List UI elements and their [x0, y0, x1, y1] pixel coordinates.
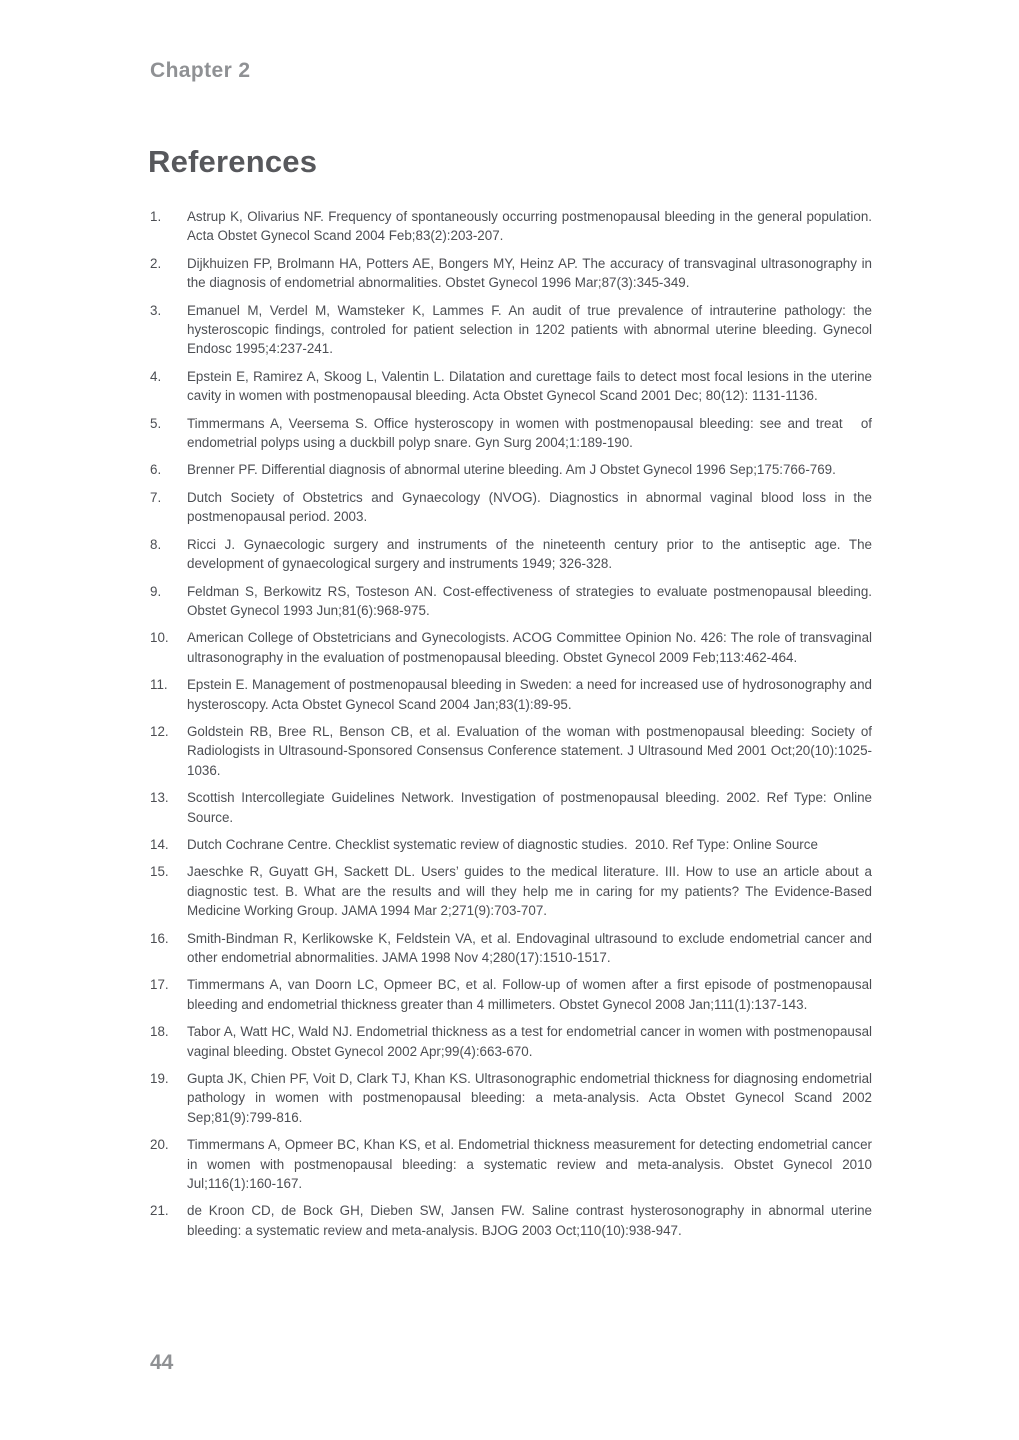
reference-text: Timmermans A, van Doorn LC, Opmeer BC, et al. Follow-up of women after a first episode of postmenopausal bleeding and endometrial thickness greater than 4 millimeters. Obstet Gynecol 2008 Jan;111(1):137-143. — [187, 977, 872, 1012]
reference-text: Brenner PF. Differential diagnosis of abnormal uterine bleeding. Am J Obstet Gynecol 1996 Sep;175:766-769. — [187, 462, 836, 478]
reference-item — [150, 929, 872, 968]
page-number: 44 — [150, 1351, 174, 1374]
reference-item — [150, 975, 872, 1014]
reference-text: Astrup K, Olivarius NF. Frequency of spontaneously occurring postmenopausal bleeding in the general population. Acta Obstet Gynecol Scand 2004 Feb;83(2):203-207. — [187, 209, 872, 244]
reference-number: 7. — [150, 489, 162, 505]
reference-text: Tabor A, Watt HC, Wald NJ. Endometrial thickness as a test for endometrial cancer in women with postmenopausal vaginal bleeding. Obstet Gynecol 2002 Apr;99(4):663-670. — [187, 1024, 872, 1059]
reference-text: Timmermans A, Veersema S. Office hysteroscopy in women with postmenopausal bleeding: see and treat of endometrial polyps using a duckbill polyp snare. Gyn Surg 2004;1:189-190. — [187, 415, 872, 451]
reference-item — [150, 722, 872, 780]
reference-number: 18. — [150, 1024, 169, 1040]
reference-text: Goldstein RB, Bree RL, Benson CB, et al. Evaluation of the woman with postmenopausal bleeding: Society of Radiologists in Ultrasound-Sponsored Consensus Conference statement. J Ultrasound Med 2001 Oct;20(10):1025-1036. — [187, 723, 872, 778]
reference-item — [150, 1069, 872, 1127]
reference-item — [150, 582, 872, 621]
page-title: References — [148, 144, 318, 179]
reference-item — [150, 460, 872, 479]
reference-text: Feldman S, Berkowitz RS, Tosteson AN. Cost-effectiveness of strategies to evaluate postmenopausal bleeding. Obstet Gynecol 1993 Jun;81(6):968-975. — [187, 583, 872, 618]
reference-text: Emanuel M, Verdel M, Wamsteker K, Lammes F. An audit of true prevalence of intrauterine pathology: the hysteroscopic findings, controled for patient selection in 1202 patients with abnormal uterine bleeding. Gynecol Endosc 1995;4:237-241. — [187, 302, 872, 357]
reference-text: de Kroon CD, de Bock GH, Dieben SW, Jansen FW. Saline contrast hysterosonography in abnormal uterine bleeding: a systematic review and meta-analysis. BJOG 2003 Oct;110(10):938-947. — [187, 1203, 872, 1238]
reference-text: Epstein E. Management of postmenopausal bleeding in Sweden: a need for increased use of hydrosonography and hysteroscopy. Acta Obstet Gynecol Scand 2004 Jan;83(1):89-95. — [187, 677, 872, 712]
reference-number: 6. — [150, 462, 162, 478]
reference-item — [150, 675, 872, 714]
reference-number: 10. — [150, 630, 169, 646]
reference-number: 1. — [150, 209, 162, 224]
reference-text: Smith-Bindman R, Kerlikowske K, Feldstein VA, et al. Endovaginal ultrasound to exclude endometrial cancer and other endometrial abnormalities. JAMA 1998 Nov 4;280(17):1510-1517. — [187, 930, 872, 965]
reference-text: Jaeschke R, Guyatt GH, Sackett DL. Users’ guides to the medical literature. III. How to use an article about a diagnostic test. B. What are the results and will they help me in caring for my patients? The Evidence-Based Medicine Working Group. JAMA 1994 Mar 2;271(9):703-707. — [187, 864, 872, 919]
reference-number: 13. — [150, 790, 169, 806]
reference-number: 14. — [150, 836, 169, 852]
reference-item — [150, 788, 872, 827]
reference-item — [150, 1022, 872, 1061]
reference-text: Dutch Society of Obstetrics and Gynaecology (NVOG). Diagnostics in abnormal vaginal blood loss in the postmenopausal period. 2003. — [187, 489, 872, 525]
reference-text: Scottish Intercollegiate Guidelines Network. Investigation of postmenopausal bleeding. 2002. Ref Type: Online Source. — [187, 790, 872, 825]
reference-text: Dijkhuizen FP, Brolmann HA, Potters AE, Bongers MY, Heinz AP. The accuracy of transvaginal ultrasonography in the diagnosis of endometrial abnormalities. Obstet Gynecol 1996 Mar;87(3):345-349. — [187, 255, 872, 291]
reference-item — [150, 1201, 872, 1240]
reference-number: 5. — [150, 415, 162, 431]
reference-number: 19. — [150, 1071, 169, 1087]
reference-number: 8. — [150, 536, 162, 552]
reference-number: 21. — [150, 1203, 169, 1219]
reference-text: Dutch Cochrane Centre. Checklist systematic review of diagnostic studies. 2010. Ref Type: Online Source — [187, 836, 818, 852]
reference-number: 4. — [150, 368, 162, 384]
reference-item — [150, 535, 872, 574]
reference-item — [150, 301, 872, 359]
reference-number: 15. — [150, 864, 169, 880]
reference-text: Gupta JK, Chien PF, Voit D, Clark TJ, Khan KS. Ultrasonographic endometrial thickness for diagnosing endometrial pathology in women with postmenopausal bleeding: a meta-analysis. Acta Obstet Gynecol Scand 2002 Sep;81(9):799-816. — [187, 1071, 872, 1125]
reference-text: Timmermans A, Opmeer BC, Khan KS, et al. Endometrial thickness measurement for detecting endometrial cancer in women with postmenopausal bleeding: a systematic review and meta-analysis. Obstet Gynecol 2010 Jul;116(1):160-167. — [187, 1137, 872, 1192]
reference-text: American College of Obstetricians and Gynecologists. ACOG Committee Opinion No. 426: The role of transvaginal ultrasonography in the evaluation of postmenopausal bleeding. Obstet Gynecol 2009 Feb;113:462-464. — [187, 630, 872, 665]
reference-item — [150, 628, 872, 667]
references-list — [150, 207, 872, 1248]
reference-number: 16. — [150, 930, 169, 946]
reference-item — [150, 835, 872, 854]
reference-number: 11. — [150, 677, 168, 693]
reference-item — [150, 367, 872, 406]
reference-text: Ricci J. Gynaecologic surgery and instruments of the nineteenth century prior to the antiseptic age. The development of gynaecological surgery and instruments 1949; 326-328. — [187, 536, 872, 572]
reference-number: 20. — [150, 1137, 169, 1153]
reference-text: Epstein E, Ramirez A, Skoog L, Valentin L. Dilatation and curettage fails to detect most focal lesions in the uterine cavity in women with postmenopausal bleeding. Acta Obstet Gynecol Scand 2001 Dec; 80(12): 1131-1136. — [187, 368, 872, 404]
chapter-label: Chapter 2 — [150, 59, 251, 82]
reference-item — [150, 207, 872, 246]
reference-item — [150, 414, 872, 453]
reference-item — [150, 1135, 872, 1193]
reference-number: 12. — [150, 723, 169, 739]
reference-number: 2. — [150, 255, 162, 271]
reference-number: 9. — [150, 583, 162, 599]
reference-number: 17. — [150, 977, 169, 993]
reference-item — [150, 488, 872, 527]
reference-number: 3. — [150, 302, 162, 318]
reference-item — [150, 862, 872, 920]
reference-item — [150, 254, 872, 293]
